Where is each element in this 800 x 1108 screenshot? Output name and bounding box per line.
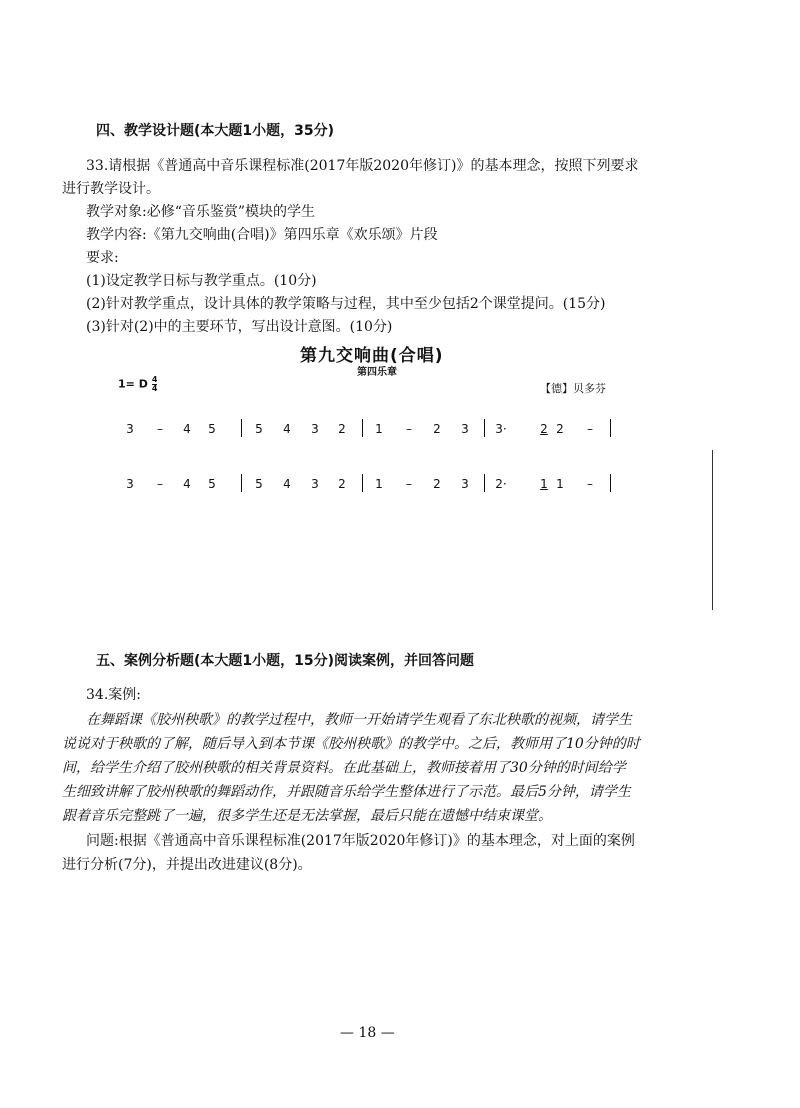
note: 2: [540, 422, 548, 436]
bar-line: [610, 419, 611, 437]
note: 5: [255, 422, 263, 436]
note: –: [157, 477, 163, 491]
note: 3: [311, 422, 319, 436]
margin-line: [712, 450, 713, 610]
note: 2: [338, 422, 346, 436]
note: 4: [283, 422, 291, 436]
key-signature: 1= D $\frac{4}{4}$: [118, 375, 158, 393]
bar-line: [241, 474, 242, 492]
question-33-line-2: 进行教学设计。: [62, 181, 160, 197]
note: 1: [375, 477, 383, 491]
requirement-1: (1)设定教学日标与教学重点。(10分): [86, 273, 317, 289]
bar-line: [241, 419, 242, 437]
bar-line: [484, 474, 485, 492]
score-subtitle: 第四乐章: [357, 367, 397, 378]
note: 2: [338, 477, 346, 491]
note: 3: [126, 422, 134, 436]
note: 5: [208, 422, 216, 436]
question-34-line-1: 问题:根据《普通高中音乐课程标准(2017年版2020年修订)》的基本理念，对上面的案例: [86, 833, 635, 849]
note: 2: [556, 422, 564, 436]
bar-line: [484, 419, 485, 437]
bar-line: [362, 474, 363, 492]
note: 1: [556, 477, 564, 491]
note: –: [587, 422, 593, 436]
note: 2: [433, 422, 441, 436]
bar-line: [610, 474, 611, 492]
note: –: [406, 422, 412, 436]
note: 2·: [495, 477, 507, 491]
page-number: — 18 —: [340, 1025, 395, 1041]
note: 4: [183, 477, 191, 491]
teaching-target: 教学对象:必修“音乐鉴赏”模块的学生: [86, 204, 316, 220]
case-line-2: 说说对于秧歌的了解，随后导入到本节课《胶州秧歌》的教学中。之后，教师用了10分钟的时: [62, 736, 640, 752]
requirement-2: (2)针对教学重点，设计具体的教学策略与过程，其中至少包括2个课堂提问。(15分): [86, 296, 606, 312]
note: 1: [375, 422, 383, 436]
note: 2: [433, 477, 441, 491]
score-title: 第九交响曲(合唱): [300, 346, 444, 366]
time-signature: $\frac{4}{4}$: [151, 375, 158, 393]
requirement-3: (3)针对(2)中的主要环节，写出设计意图。(10分): [86, 319, 393, 335]
note: 1: [540, 477, 548, 491]
note: 5: [255, 477, 263, 491]
note: 3·: [495, 422, 507, 436]
note: 4: [183, 422, 191, 436]
question-34-line-2: 进行分析(7分)，并提出改进建议(8分)。: [62, 857, 312, 873]
section-4-heading: 四、教学设计题(本大题1小题，35分): [96, 123, 335, 139]
question-34-label: 34.案例:: [86, 687, 141, 703]
note: –: [406, 477, 412, 491]
requirements-label: 要求:: [86, 250, 119, 266]
note: 4: [283, 477, 291, 491]
section-5-heading: 五、案例分析题(本大题1小题，15分)阅读案例，并回答问题: [96, 653, 475, 669]
note: 5: [208, 477, 216, 491]
note: 3: [311, 477, 319, 491]
case-line-1: 在舞蹈课《胶州秧歌》的教学过程中，教师一开始请学生观看了东北秧歌的视频，请学生: [86, 712, 632, 728]
bar-line: [362, 419, 363, 437]
case-line-4: 生细致讲解了胶州秧歌的舞蹈动作，并跟随音乐给学生整体进行了示范。最后5分钟，请学生: [62, 784, 631, 800]
teaching-content: 教学内容:《第九交响曲(合唱)》第四乐章《欢乐颂》片段: [86, 227, 438, 243]
note: 3: [126, 477, 134, 491]
note: 3: [461, 422, 469, 436]
composer: 【德】贝多芬: [540, 382, 606, 395]
note: –: [157, 422, 163, 436]
note: –: [587, 477, 593, 491]
question-33-line-1: 33.请根据《普通高中音乐课程标准(2017年版2020年修订)》的基本理念，按照下列要求: [86, 158, 639, 174]
case-line-5: 跟着音乐完整跳了一遍，很多学生还是无法掌握，最后只能在遗憾中结束课堂。: [62, 808, 552, 824]
note: 3: [461, 477, 469, 491]
case-line-3: 间，给学生介绍了胶州秧歌的相关背景资料。在此基础上，教师接着用了30分钟的时间给学: [62, 760, 626, 776]
